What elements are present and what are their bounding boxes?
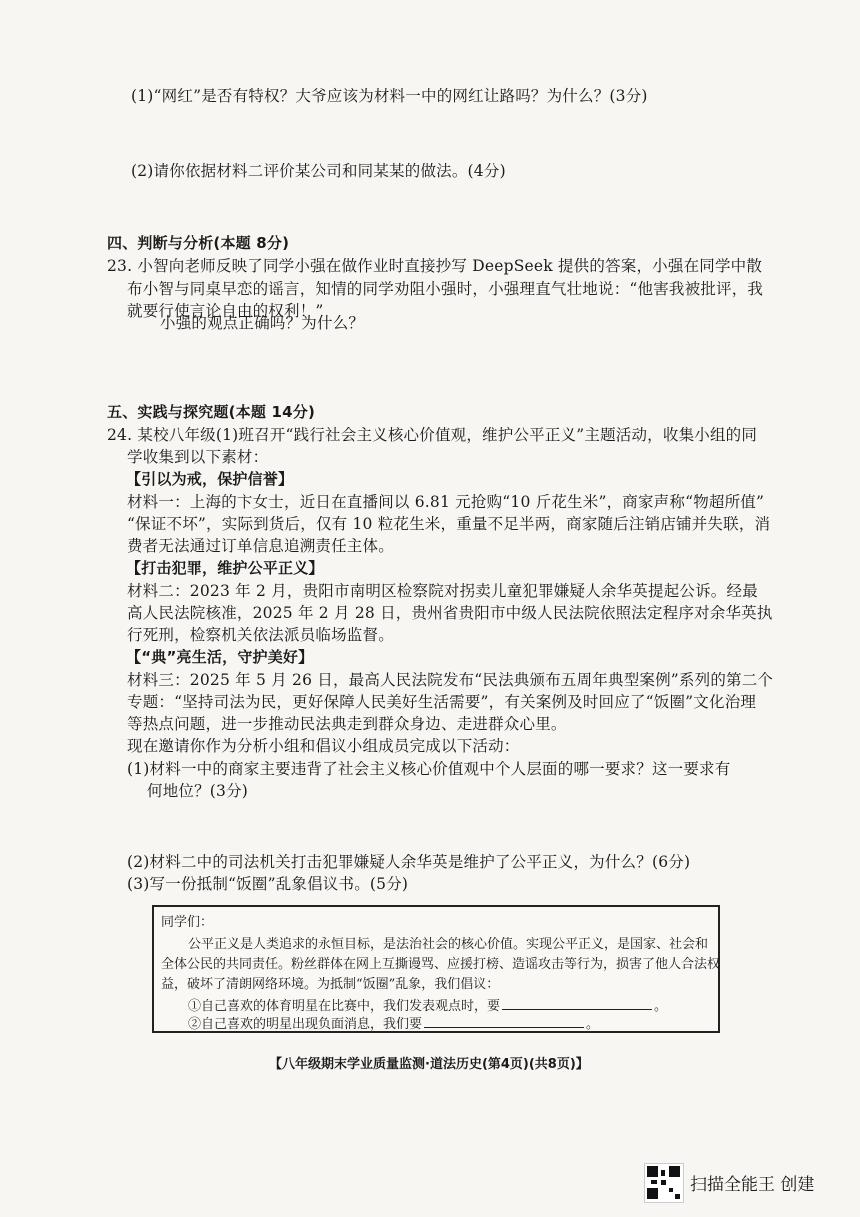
scanner-watermark: 扫描全能王 创建 — [690, 1175, 815, 1195]
answer-blank-2[interactable] — [424, 1013, 584, 1028]
proposal-line: 公平正义是人类追求的永恒目标，是法治社会的核心价值。实现公平正义，是国家、社会和 — [188, 937, 709, 952]
proposal-salutation: 同学们： — [161, 915, 214, 930]
material2-line: 高人民法院核准，2025 年 2 月 28 日，贵州省贵阳市中级人民法院依照法定程序对余华英执 — [127, 604, 773, 622]
q23-line: 23. 小智向老师反映了同学小强在做作业时直接抄写 DeepSeek 提供的答案，小强在同学中散 — [107, 257, 763, 275]
q24-sub3: (3)写一份抵制“饭圈”乱象倡议书。(5分) — [127, 875, 409, 893]
proposal-line: 益，破坏了清朗网络环境。为抵制“饭圈”乱象，我们倡议： — [161, 977, 500, 992]
material3-line: 材料三：2025 年 5 月 26 日，最高人民法院发布“民法典颁布五周年典型案例”系列的第二个 — [127, 671, 774, 689]
qr-code-icon — [644, 1163, 684, 1203]
proposal-line: 全体公民的共同责任。粉丝群体在网上互撕谩骂、应援打榜、造谣攻击等行为，损害了他人合法权 — [161, 957, 721, 972]
material1-line: 材料一：上海的卞女士，近日在直播间以 6.81 元抢购“10 斤花生米”，商家声称“物超所值” — [127, 493, 765, 511]
page-footer: 【八年级期末学业质量监测·道法历史(第4页)(共8页)】 — [269, 1057, 589, 1072]
material3-line: 等热点问题，进一步推动民法典走到群众身边、走进群众心里。 — [127, 715, 567, 733]
q22-sub1: (1)“网红”是否有特权？大爷应该为材料一中的网红让路吗？为什么？(3分) — [131, 87, 648, 105]
material2-line: 材料二：2023 年 2 月，贵阳市南明区检察院对拐卖儿童犯罪嫌疑人余华英提起公诉。经最 — [127, 582, 758, 600]
q23-line: 布小智与同桌早恋的谣言，知情的同学劝阻小强时，小强理直气壮地说：“他害我被批评，我 — [127, 280, 764, 298]
q24-intro: 学收集到以下素材： — [127, 448, 269, 466]
proposal-item-1: ①自己喜欢的体育明星在比赛中，我们发表观点时，要 。 — [188, 995, 667, 1017]
material3-title: 【“典”亮生活，守护美好】 — [126, 648, 314, 666]
proposal-box — [152, 905, 720, 1033]
q24-sub1: (1)材料一中的商家主要违背了社会主义核心价值观中个人层面的哪一要求？这一要求有 — [127, 760, 731, 778]
q24-intro: 24. 某校八年级(1)班召开“践行社会主义核心价值观，维护公平正义”主题活动，收集小组的同 — [107, 426, 758, 444]
activity-intro: 现在邀请你作为分析小组和倡议小组成员完成以下活动： — [127, 737, 520, 755]
section4-heading: 四、判断与分析(本题 8分) — [107, 234, 290, 252]
material1-line: “保证不坏”，实际到货后，仅有 10 粒花生米，重量不足半两，商家随后注销店铺并失联，消 — [127, 515, 771, 533]
material3-line: 专题：“坚持司法为民，更好保障人民美好生活需要”，有关案例及时回应了“饭圈”文化治理 — [127, 693, 757, 711]
material2-title: 【打击犯罪，维护公平正义】 — [126, 559, 324, 577]
q24-sub1: 何地位？(3分) — [147, 782, 249, 800]
answer-blank-1[interactable] — [502, 995, 652, 1010]
material2-line: 行死刑，检察机关依法派员临场监督。 — [127, 626, 394, 644]
section5-heading: 五、实践与探究题(本题 14分) — [107, 403, 316, 421]
proposal-item-2: ②自己喜欢的明星出现负面消息，我们要 。 — [188, 1013, 599, 1035]
q23-line: 就要行使言论自由的权利！” — [127, 302, 324, 320]
material1-line: 费者无法通过订单信息追溯责任主体。 — [127, 537, 394, 555]
q24-sub2: (2)材料二中的司法机关打击犯罪嫌疑人余华英是维护了公平正义，为什么？(6分) — [127, 853, 691, 871]
material1-title: 【引以为戒，保护信誉】 — [126, 470, 294, 488]
q22-sub2: (2)请你依据材料二评价某公司和同某某的做法。(4分) — [131, 162, 506, 180]
q23-question: 小强的观点正确吗？为什么？ — [160, 314, 365, 332]
